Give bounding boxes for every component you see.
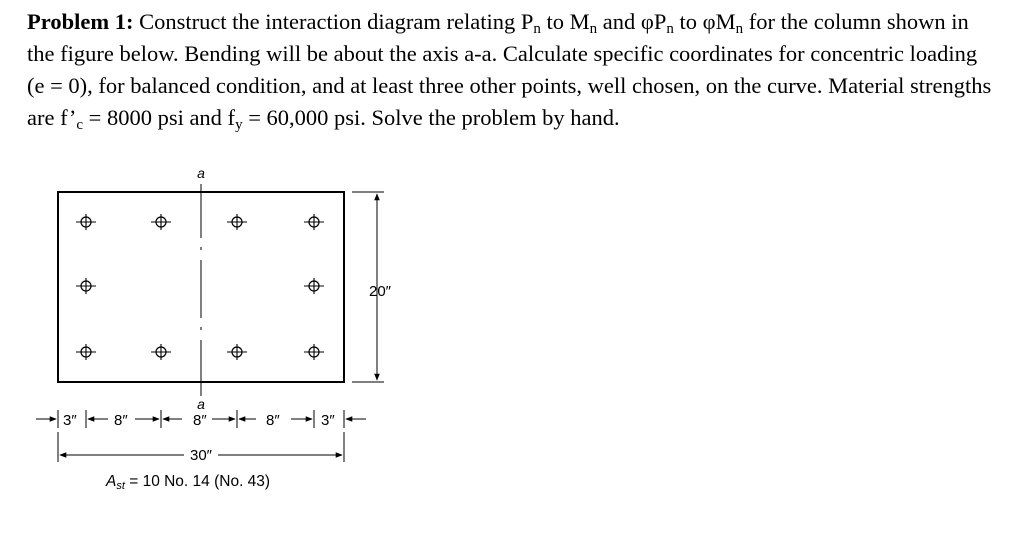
rebar bbox=[76, 278, 96, 294]
steel-area-symbol: A bbox=[106, 473, 117, 490]
problem-text: to M bbox=[540, 9, 590, 34]
problem-heading: Problem 1: bbox=[27, 9, 134, 34]
steel-area-subscript: st bbox=[116, 480, 125, 492]
edge-dimension-right: 3″ bbox=[321, 412, 335, 429]
rebar bbox=[304, 214, 324, 230]
total-width-label: 30″ bbox=[190, 447, 212, 464]
steel-area-value: = 10 No. 14 (No. 43) bbox=[124, 473, 271, 490]
reinforcing-bars bbox=[76, 214, 324, 360]
problem-text: = 60,000 psi. Solve the problem by hand. bbox=[242, 105, 620, 130]
steel-area-label bbox=[106, 473, 270, 491]
rebar bbox=[304, 278, 324, 294]
rebar bbox=[76, 344, 96, 360]
subscript: n bbox=[666, 21, 674, 37]
rebar bbox=[304, 344, 324, 360]
rebar bbox=[227, 344, 247, 360]
subscript: n bbox=[533, 21, 541, 37]
problem-text: = 8000 psi and f bbox=[83, 105, 236, 130]
problem-text: for the column shown in the figure below. Bending will be about the axis a-a. Calculate specific coordinates for concentric loading (e = 0), for balanced condition, and at least three other points, well chosen, on the curve. Material strengths are f’ bbox=[27, 9, 992, 130]
axis-label-bottom: a bbox=[197, 396, 205, 412]
bar-spacing-3: 8″ bbox=[266, 412, 280, 429]
subscript: n bbox=[589, 21, 598, 37]
rebar bbox=[151, 344, 171, 360]
problem-text: Construct the interaction diagram relating P bbox=[133, 9, 534, 34]
subscript: y bbox=[235, 117, 243, 133]
problem-text: to φM bbox=[673, 9, 736, 34]
subscript: n bbox=[735, 21, 744, 37]
rebar bbox=[76, 214, 96, 230]
problem-text: and φP bbox=[597, 9, 667, 34]
rebar bbox=[151, 214, 171, 230]
bar-spacing-1: 8″ bbox=[114, 412, 128, 429]
subscript: c bbox=[76, 117, 83, 133]
axis-label-top: a bbox=[197, 165, 205, 181]
height-dimension-label: 20″ bbox=[369, 283, 391, 300]
bar-spacing-2: 8″ bbox=[193, 412, 207, 429]
edge-dimension-left: 3″ bbox=[63, 412, 77, 429]
rebar bbox=[227, 214, 247, 230]
